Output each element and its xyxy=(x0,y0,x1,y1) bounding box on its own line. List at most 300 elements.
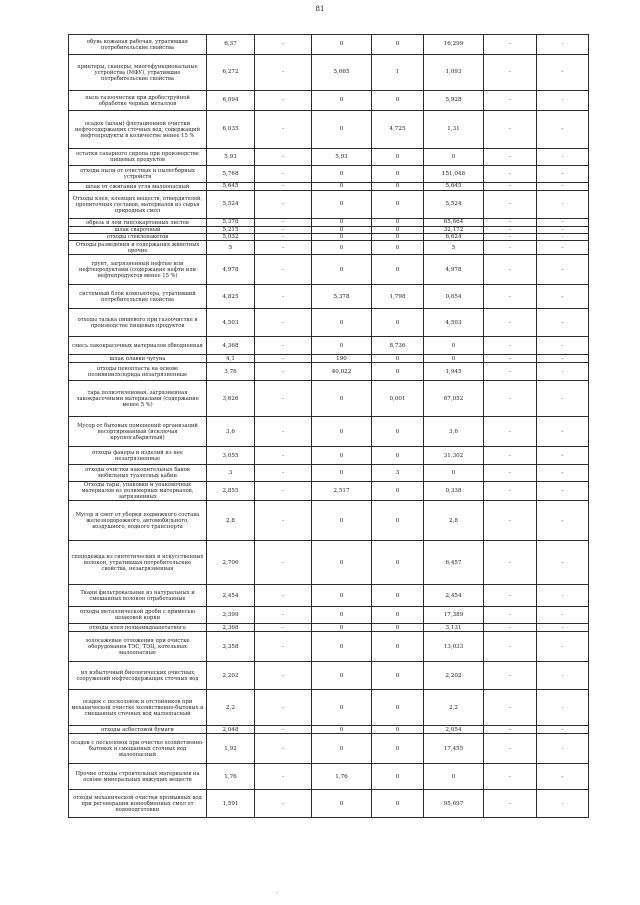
value-cell-4: 0 xyxy=(372,355,424,363)
table-row xyxy=(69,227,589,234)
value-cell-6: - xyxy=(484,585,537,607)
page-number: 81 xyxy=(315,5,325,13)
waste-name-cell: Мусор и смет от уборки подвижного состава железнодорожного, автомобильного, воздушного, водного транспорта xyxy=(69,501,207,541)
waste-name-cell: шлак сварочный xyxy=(69,227,207,234)
value-cell-6: - xyxy=(484,337,537,355)
value-cell-5: 13,033 xyxy=(424,632,484,662)
value-cell-5: 4,978 xyxy=(424,255,484,285)
value-cell-2: - xyxy=(255,482,312,501)
value-cell-3: 0 xyxy=(312,337,372,355)
value-cell-7: - xyxy=(537,465,589,482)
table-row xyxy=(69,91,589,111)
waste-name-cell: Отходы тары, упаковки и упаковочных материалов из полимерных материалов, загрязненных xyxy=(69,482,207,501)
value-cell-4: 0 xyxy=(372,734,424,764)
value-cell-4: 0 xyxy=(372,482,424,501)
value-cell-7: - xyxy=(537,227,589,234)
value-cell-5: 16,299 xyxy=(424,35,484,55)
value-cell-6: - xyxy=(484,734,537,764)
waste-name-cell: осадок (шлам) флотационной очистки нефтесодержащих сточных вод, содержащий нефтепродукты в количестве менее 15 % xyxy=(69,111,207,149)
waste-name-cell: отходы стеклопакетов xyxy=(69,234,207,241)
value-cell-4: 0 xyxy=(372,541,424,585)
value-cell-2: - xyxy=(255,35,312,55)
value-cell-3: 0 xyxy=(312,662,372,690)
value-cell-5: 95,697 xyxy=(424,790,484,818)
value-cell-3: 0 xyxy=(312,541,372,585)
value-cell-7: - xyxy=(537,55,589,91)
value-cell-1: 4,825 xyxy=(207,285,255,309)
value-cell-7: - xyxy=(537,241,589,255)
value-cell-4: 0 xyxy=(372,35,424,55)
value-cell-6: - xyxy=(484,91,537,111)
value-cell-5: 1,31 xyxy=(424,111,484,149)
value-cell-5: 17,455 xyxy=(424,734,484,764)
table-row xyxy=(69,632,589,662)
value-cell-6: - xyxy=(484,541,537,585)
waste-name-cell: золосажевые отложения при очистке оборудования ТЭС, ТЭЦ, котельных малоопасные xyxy=(69,632,207,662)
table-row xyxy=(69,241,589,255)
value-cell-1: 2,358 xyxy=(207,632,255,662)
value-cell-5: 17,389 xyxy=(424,607,484,624)
value-cell-7: - xyxy=(537,35,589,55)
value-cell-1: 6,272 xyxy=(207,55,255,91)
value-cell-1: 2,048 xyxy=(207,726,255,734)
value-cell-3: 190 xyxy=(312,355,372,363)
value-cell-1: 2,706 xyxy=(207,541,255,585)
value-cell-4: 0 xyxy=(372,227,424,234)
value-cell-3: 40,022 xyxy=(312,363,372,381)
value-cell-5: 0,338 xyxy=(424,482,484,501)
value-cell-5: 2,454 xyxy=(424,585,484,607)
value-cell-4: 0 xyxy=(372,191,424,219)
value-cell-5: 0 xyxy=(424,149,484,166)
value-cell-1: 2,454 xyxy=(207,585,255,607)
waste-name-cell: спецодежда из синтетических и искусственных волокон, утратившая потребительские свойства, незагрязненная xyxy=(69,541,207,585)
table-row xyxy=(69,585,589,607)
value-cell-6: - xyxy=(484,632,537,662)
value-cell-3: 0 xyxy=(312,465,372,482)
value-cell-5: 2,054 xyxy=(424,726,484,734)
value-cell-2: - xyxy=(255,690,312,726)
waste-name-cell: Отходы клея, клеящих веществ, отвердителей, пропиточных составов, материалов из сырья природных смол xyxy=(69,191,207,219)
value-cell-6: - xyxy=(484,790,537,818)
value-cell-3: 5,665 xyxy=(312,55,372,91)
value-cell-6: - xyxy=(484,662,537,690)
value-cell-4: 0 xyxy=(372,790,424,818)
value-cell-2: - xyxy=(255,149,312,166)
value-cell-4: 0 xyxy=(372,149,424,166)
value-cell-4: 0 xyxy=(372,662,424,690)
value-cell-4: 0 xyxy=(372,234,424,241)
table-row xyxy=(69,183,589,191)
value-cell-4: 4,725 xyxy=(372,111,424,149)
value-cell-4: 0 xyxy=(372,219,424,227)
value-cell-3: 2,517 xyxy=(312,482,372,501)
value-cell-7: - xyxy=(537,417,589,447)
waste-name-cell: шлак от сжигания угля малоопасный xyxy=(69,183,207,191)
value-cell-3: 0 xyxy=(312,234,372,241)
value-cell-7: - xyxy=(537,285,589,309)
value-cell-5: 5 xyxy=(424,241,484,255)
waste-name-cell: осадок с песколовок и отстойников при механической очистке хозяйственно-бытовых и смешанных сточных вод малоопасный xyxy=(69,690,207,726)
waste-name-cell: шлак плавки чугуна xyxy=(69,355,207,363)
value-cell-1: 5,645 xyxy=(207,183,255,191)
value-cell-1: 1,76 xyxy=(207,764,255,790)
value-cell-1: 4,1 xyxy=(207,355,255,363)
value-cell-6: - xyxy=(484,241,537,255)
value-cell-3: 0 xyxy=(312,585,372,607)
table-row xyxy=(69,447,589,465)
value-cell-1: 4,503 xyxy=(207,309,255,337)
value-cell-4: 0 xyxy=(372,183,424,191)
value-cell-4: 1 xyxy=(372,55,424,91)
bottom-mark: · xyxy=(276,890,278,897)
value-cell-3: 5,93 xyxy=(312,149,372,166)
value-cell-2: - xyxy=(255,501,312,541)
table-row xyxy=(69,417,589,447)
table-row xyxy=(69,35,589,55)
value-cell-4: 0 xyxy=(372,417,424,447)
value-cell-5: 4,503 xyxy=(424,309,484,337)
value-cell-1: 1,591 xyxy=(207,790,255,818)
value-cell-2: - xyxy=(255,465,312,482)
value-cell-4: 0 xyxy=(372,363,424,381)
value-cell-6: - xyxy=(484,35,537,55)
value-cell-2: - xyxy=(255,632,312,662)
value-cell-6: - xyxy=(484,191,537,219)
value-cell-2: - xyxy=(255,285,312,309)
value-cell-1: 6,094 xyxy=(207,91,255,111)
value-cell-7: - xyxy=(537,607,589,624)
value-cell-4: 0 xyxy=(372,309,424,337)
value-cell-7: - xyxy=(537,255,589,285)
value-cell-2: - xyxy=(255,227,312,234)
value-cell-6: - xyxy=(484,690,537,726)
waste-name-cell: ил избыточный биологических очистных сооружений нефтесодержащих сточных вод xyxy=(69,662,207,690)
waste-name-cell: смесь лакокрасочных материалов обводненная xyxy=(69,337,207,355)
value-cell-3: 0 xyxy=(312,624,372,632)
value-cell-6: - xyxy=(484,183,537,191)
value-cell-5: 67,052 xyxy=(424,381,484,417)
value-cell-6: - xyxy=(484,726,537,734)
value-cell-3: 0 xyxy=(312,447,372,465)
table-row xyxy=(69,355,589,363)
value-cell-2: - xyxy=(255,55,312,91)
value-cell-7: - xyxy=(537,219,589,227)
table-row xyxy=(69,149,589,166)
value-cell-2: - xyxy=(255,309,312,337)
value-cell-4: 3 xyxy=(372,465,424,482)
table-row xyxy=(69,607,589,624)
waste-name-cell: отходы асбестовой бумаги xyxy=(69,726,207,734)
value-cell-7: - xyxy=(537,734,589,764)
value-cell-1: 2,368 xyxy=(207,624,255,632)
value-cell-2: - xyxy=(255,790,312,818)
value-cell-2: - xyxy=(255,191,312,219)
value-cell-1: 2,202 xyxy=(207,662,255,690)
value-cell-2: - xyxy=(255,662,312,690)
value-cell-2: - xyxy=(255,764,312,790)
value-cell-2: - xyxy=(255,381,312,417)
value-cell-7: - xyxy=(537,662,589,690)
value-cell-5: 6,457 xyxy=(424,541,484,585)
value-cell-1: 3,626 xyxy=(207,381,255,417)
value-cell-7: - xyxy=(537,541,589,585)
value-cell-5: 2,202 xyxy=(424,662,484,690)
value-cell-6: - xyxy=(484,381,537,417)
value-cell-4: 0,001 xyxy=(372,381,424,417)
table-row xyxy=(69,363,589,381)
value-cell-3: 1,76 xyxy=(312,764,372,790)
value-cell-7: - xyxy=(537,690,589,726)
value-cell-1: 3,6 xyxy=(207,417,255,447)
value-cell-6: - xyxy=(484,355,537,363)
value-cell-6: - xyxy=(484,111,537,149)
value-cell-7: - xyxy=(537,191,589,219)
value-cell-7: - xyxy=(537,166,589,183)
table-row xyxy=(69,285,589,309)
value-cell-1: 1,92 xyxy=(207,734,255,764)
waste-name-cell: отходы пенопласта на основе поливинилхлорида незагрязненные xyxy=(69,363,207,381)
value-cell-6: - xyxy=(484,501,537,541)
value-cell-3: 0 xyxy=(312,309,372,337)
value-cell-6: - xyxy=(484,166,537,183)
table-row xyxy=(69,166,589,183)
value-cell-6: - xyxy=(484,417,537,447)
table-row xyxy=(69,381,589,417)
table-row xyxy=(69,541,589,585)
value-cell-3: 0 xyxy=(312,417,372,447)
value-cell-5: 6,624 xyxy=(424,234,484,241)
value-cell-7: - xyxy=(537,355,589,363)
value-cell-7: - xyxy=(537,501,589,541)
waste-name-cell: Отходы разведения и содержания животных прочие xyxy=(69,241,207,255)
value-cell-7: - xyxy=(537,91,589,111)
value-cell-7: - xyxy=(537,309,589,337)
value-cell-5: 0 xyxy=(424,764,484,790)
value-cell-5: 65,664 xyxy=(424,219,484,227)
value-cell-3: 0 xyxy=(312,219,372,227)
value-cell-3: 0 xyxy=(312,191,372,219)
value-cell-3: 0 xyxy=(312,241,372,255)
value-cell-5: 1,945 xyxy=(424,363,484,381)
table-row xyxy=(69,764,589,790)
value-cell-1: 2,2 xyxy=(207,690,255,726)
value-cell-3: 0 xyxy=(312,501,372,541)
value-cell-2: - xyxy=(255,234,312,241)
value-cell-6: - xyxy=(484,764,537,790)
value-cell-2: - xyxy=(255,241,312,255)
waste-name-cell: грунт, загрязненный нефтью или нефтепродуктами (содержание нефти или нефтепродуктов менее 15 %) xyxy=(69,255,207,285)
waste-name-cell: отходы клея полиамидоацетатного xyxy=(69,624,207,632)
value-cell-2: - xyxy=(255,363,312,381)
value-cell-5: 0,654 xyxy=(424,285,484,309)
value-cell-3: 0 xyxy=(312,91,372,111)
value-cell-6: - xyxy=(484,149,537,166)
table-row xyxy=(69,790,589,818)
value-cell-1: 5,378 xyxy=(207,219,255,227)
waste-name-cell: обувь кожаная рабочая, утратившая потребительские свойства xyxy=(69,35,207,55)
value-cell-7: - xyxy=(537,624,589,632)
value-cell-1: 3 xyxy=(207,465,255,482)
value-cell-2: - xyxy=(255,91,312,111)
value-cell-4: 8,736 xyxy=(372,337,424,355)
table-row xyxy=(69,255,589,285)
value-cell-6: - xyxy=(484,607,537,624)
table-row xyxy=(69,337,589,355)
value-cell-1: 5,93 xyxy=(207,149,255,166)
value-cell-5: 1,093 xyxy=(424,55,484,91)
value-cell-7: - xyxy=(537,183,589,191)
value-cell-4: 0 xyxy=(372,501,424,541)
value-cell-3: 0 xyxy=(312,35,372,55)
table-row xyxy=(69,55,589,91)
value-cell-7: - xyxy=(537,149,589,166)
value-cell-3: 0 xyxy=(312,690,372,726)
value-cell-5: 5,645 xyxy=(424,183,484,191)
value-cell-7: - xyxy=(537,111,589,149)
value-cell-4: 0 xyxy=(372,690,424,726)
value-cell-3: 5,378 xyxy=(312,285,372,309)
value-cell-2: - xyxy=(255,355,312,363)
value-cell-4: 0 xyxy=(372,607,424,624)
value-cell-2: - xyxy=(255,447,312,465)
value-cell-7: - xyxy=(537,234,589,241)
value-cell-2: - xyxy=(255,585,312,607)
value-cell-5: 5,524 xyxy=(424,191,484,219)
value-cell-5: 0 xyxy=(424,337,484,355)
table-row xyxy=(69,482,589,501)
value-cell-2: - xyxy=(255,417,312,447)
value-cell-6: - xyxy=(484,624,537,632)
value-cell-1: 5,032 xyxy=(207,234,255,241)
table-row xyxy=(69,726,589,734)
value-cell-2: - xyxy=(255,734,312,764)
table-row xyxy=(69,690,589,726)
value-cell-1: 4,368 xyxy=(207,337,255,355)
value-cell-4: 0 xyxy=(372,91,424,111)
value-cell-5: 3,6 xyxy=(424,417,484,447)
value-cell-7: - xyxy=(537,790,589,818)
value-cell-7: - xyxy=(537,337,589,355)
value-cell-1: 5,768 xyxy=(207,166,255,183)
value-cell-1: 5,524 xyxy=(207,191,255,219)
waste-name-cell: тара полиэтиленовая, загрязненная лакокрасочными материалами (содержание менее 5 %) xyxy=(69,381,207,417)
value-cell-4: 0 xyxy=(372,624,424,632)
value-cell-5: 5,928 xyxy=(424,91,484,111)
waste-name-cell: отходы очистки накопительных баков мобильных туалетных кабин xyxy=(69,465,207,482)
value-cell-3: 0 xyxy=(312,166,372,183)
table-row xyxy=(69,624,589,632)
value-cell-1: 5,215 xyxy=(207,227,255,234)
value-cell-5: 0 xyxy=(424,355,484,363)
waste-table xyxy=(68,34,589,818)
value-cell-5: 151,048 xyxy=(424,166,484,183)
value-cell-7: - xyxy=(537,447,589,465)
value-cell-5: 3,131 xyxy=(424,624,484,632)
value-cell-2: - xyxy=(255,219,312,227)
value-cell-2: - xyxy=(255,624,312,632)
value-cell-3: 0 xyxy=(312,381,372,417)
value-cell-7: - xyxy=(537,585,589,607)
waste-name-cell: остатки сахарного сиропа при производстве пищевых продуктов xyxy=(69,149,207,166)
value-cell-7: - xyxy=(537,632,589,662)
table-body xyxy=(69,35,589,818)
waste-name-cell: отходы пыли от очистных и пылесборных устройств xyxy=(69,166,207,183)
value-cell-1: 4,978 xyxy=(207,255,255,285)
value-cell-7: - xyxy=(537,482,589,501)
value-cell-6: - xyxy=(484,255,537,285)
table-row xyxy=(69,465,589,482)
value-cell-4: 0 xyxy=(372,764,424,790)
waste-name-cell: обрезь и лом гипсокартонных листов xyxy=(69,219,207,227)
value-cell-3: 0 xyxy=(312,632,372,662)
value-cell-1: 6,37 xyxy=(207,35,255,55)
waste-name-cell: осадок с песколовок при очистке хозяйственно-бытовых и смешанных сточных вод малоопасный xyxy=(69,734,207,764)
waste-name-cell: системный блок компьютера, утративший потребительские свойства xyxy=(69,285,207,309)
value-cell-1: 5 xyxy=(207,241,255,255)
waste-name-cell: отходы талька пищевого при газоочистке в производстве пищевых продуктов xyxy=(69,309,207,337)
table-row xyxy=(69,501,589,541)
value-cell-7: - xyxy=(537,764,589,790)
waste-name-cell: принтеры, сканеры, многофункциональные устройства (МФУ), утратившие потребительские свойства xyxy=(69,55,207,91)
value-cell-4: 0 xyxy=(372,255,424,285)
value-cell-6: - xyxy=(484,465,537,482)
value-cell-2: - xyxy=(255,541,312,585)
value-cell-5: 32,172 xyxy=(424,227,484,234)
table-row xyxy=(69,662,589,690)
value-cell-4: 0 xyxy=(372,241,424,255)
value-cell-2: - xyxy=(255,183,312,191)
value-cell-1: 2,8 xyxy=(207,501,255,541)
value-cell-5: 31,302 xyxy=(424,447,484,465)
table-row xyxy=(69,219,589,227)
value-cell-5: 2,8 xyxy=(424,501,484,541)
value-cell-6: - xyxy=(484,447,537,465)
value-cell-3: 0 xyxy=(312,734,372,764)
table-row xyxy=(69,191,589,219)
table-row xyxy=(69,111,589,149)
value-cell-6: - xyxy=(484,227,537,234)
value-cell-5: 0 xyxy=(424,465,484,482)
waste-name-cell: Прочие отходы строительных материалов на основе минеральных вяжущих веществ xyxy=(69,764,207,790)
value-cell-7: - xyxy=(537,363,589,381)
table-row xyxy=(69,734,589,764)
value-cell-2: - xyxy=(255,337,312,355)
value-cell-3: 0 xyxy=(312,111,372,149)
value-cell-6: - xyxy=(484,285,537,309)
value-cell-3: 0 xyxy=(312,607,372,624)
value-cell-4: 0 xyxy=(372,166,424,183)
waste-name-cell: отходы механической очистки промывных вод при регенерации ионообменных смол от водоподготовки xyxy=(69,790,207,818)
value-cell-2: - xyxy=(255,166,312,183)
value-cell-4: 0 xyxy=(372,726,424,734)
value-cell-5: 2,2 xyxy=(424,690,484,726)
waste-name-cell: Мусор от бытовых помещений организаций несортированный (исключая крупногабаритный) xyxy=(69,417,207,447)
value-cell-1: 3,76 xyxy=(207,363,255,381)
value-cell-3: 0 xyxy=(312,790,372,818)
value-cell-2: - xyxy=(255,726,312,734)
value-cell-3: 0 xyxy=(312,227,372,234)
waste-name-cell: Ткани фильтровальные из натуральных и смешанных волокон отработанные xyxy=(69,585,207,607)
value-cell-1: 6,035 xyxy=(207,111,255,149)
table-row xyxy=(69,234,589,241)
value-cell-4: 0 xyxy=(372,447,424,465)
value-cell-2: - xyxy=(255,255,312,285)
waste-name-cell: отходы фанеры и изделий из нее незагрязненные xyxy=(69,447,207,465)
value-cell-4: 0 xyxy=(372,585,424,607)
value-cell-4: 0 xyxy=(372,632,424,662)
value-cell-6: - xyxy=(484,234,537,241)
